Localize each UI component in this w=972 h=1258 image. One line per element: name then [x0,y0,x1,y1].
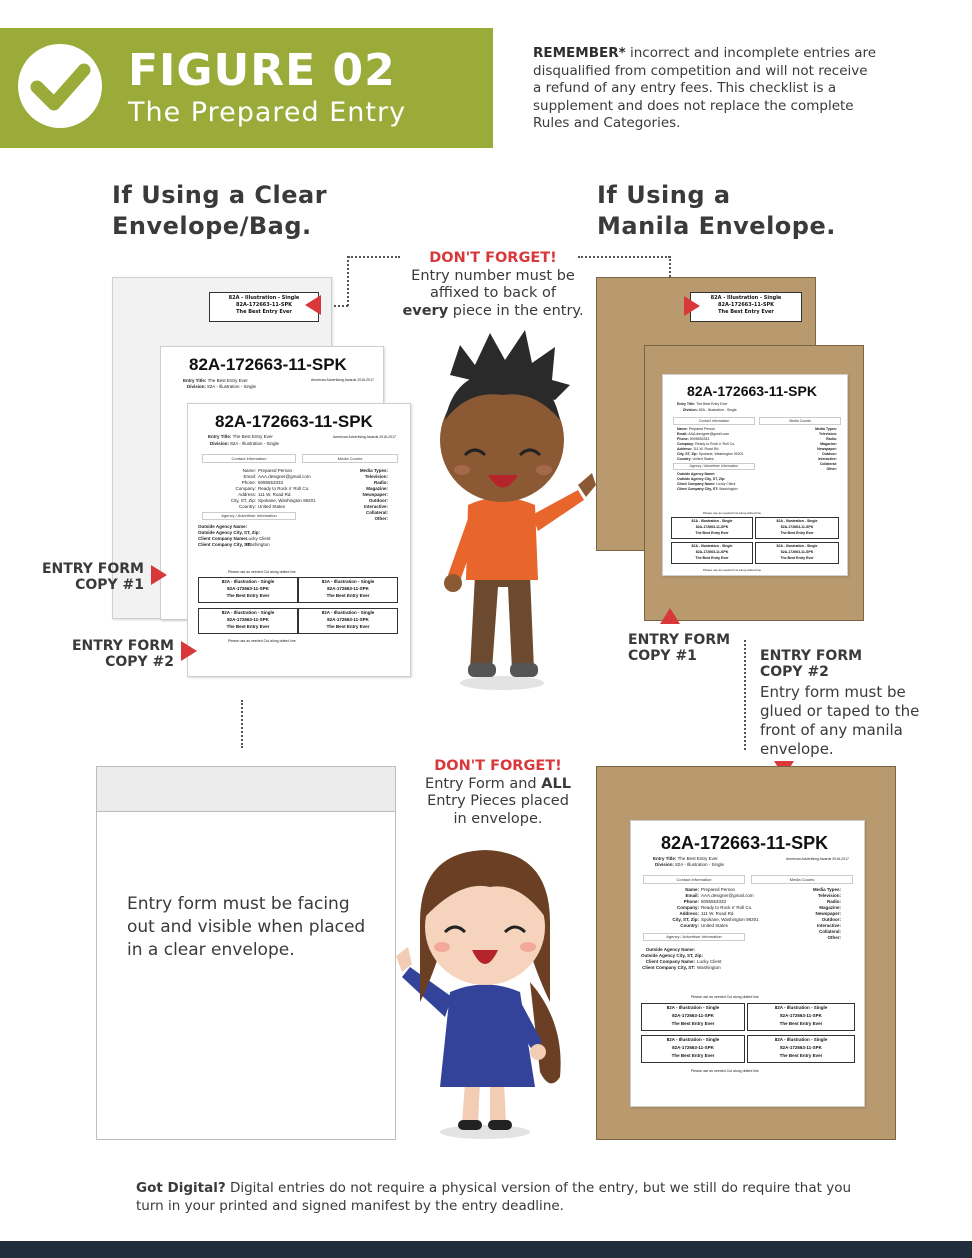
form-company: Ready to Rock n' Roll Co. [258,486,310,491]
form-media-header: Media Counts [759,417,841,425]
callout-top-emph: every [402,302,449,319]
form-awards: American Advertising Awards 2016-2017 [311,378,374,382]
callout-top-line3: piece in the entry. [448,302,584,319]
form-entry-title-label: Entry Title: [208,434,232,439]
clear-heading-line2: Envelope/Bag. [112,212,312,240]
entry-number-tag: 82A - Illustration - Single 82A-172663-11-SPK The Best Entry Ever [690,292,802,322]
media-type: Interactive: [363,504,388,509]
media-type: Radio: [374,480,388,485]
figure-title: FIGURE 02 [128,45,396,96]
entry-slip: 82A - Illustration - Single 82A-172663-11-SPK The Best Entry Ever [641,1003,745,1031]
pointer-arrow-icon [151,565,167,585]
entry-slip: 82A - Illustration - Single 82A-172663-11-SPK The Best Entry Ever [755,517,839,539]
form-country: United States [258,504,286,509]
form-name-label: Name: [242,468,256,473]
pointer-arrow-icon [660,608,680,624]
form-client-city-label: Client Company City, ST: [198,542,251,547]
form-client-city: Washington [246,542,270,547]
form-city: Spokane, Washington 99201 [258,498,316,503]
callout-top-title: DON'T FORGET! [429,250,557,266]
media-type: Collateral: [365,510,388,515]
tag-entry-number: 82A-172663-11-SPK [235,302,293,308]
form-cut-line: Please use as needed Cut along dotted line [691,1069,759,1073]
clear-envelope-heading [112,180,327,242]
form-entry-number: 82A-172663-11-SPK [189,355,347,374]
figure-subtitle: The Prepared Entry [128,97,407,128]
callout-top-line1: Entry number must be [411,267,575,284]
callout-entry-number [398,250,588,320]
connector-dots [348,256,400,258]
footer-bar [0,1241,972,1258]
form-entry-title-label: Entry Title: [183,378,207,383]
form-division-label: Division: [210,441,230,446]
form-name: Prepared Person [258,468,293,473]
entry-slip: 82A - Illustration - Single 82A-172663-11-SPK The Best Entry Ever [755,542,839,564]
clear-envelope-flap [97,767,395,812]
entry-slip: 82A - Illustration - Single 82A-172663-11-SPK The Best Entry Ever [198,577,298,603]
callout-bottom-line3: in envelope. [453,810,543,827]
pointer-arrow-icon [181,641,197,661]
form-division: 82A - Illustration - Single [207,384,257,389]
form-email: AAA.designer@gmail.com [258,474,311,479]
form-division-label: Division: [187,384,207,389]
pointer-arrow-icon [305,295,321,315]
remember-text: incorrect and incomplete entries are disqualified from competition and will not receive a refund of any entry fees. This checklist is a supplement and does not replace the complete Rules and Categories. [533,45,877,131]
entry-number-tag [209,292,319,322]
media-type: Television: [364,474,388,479]
form-city-label: City, ST, Zip: [230,498,256,503]
callout-bottom-emph: ALL [541,775,571,792]
entry-slip: 82A - Illustration - Single 82A-172663-11-SPK The Best Entry Ever [641,1035,745,1063]
media-type: Magazine: [366,486,388,491]
media-type: Outdoor: [368,498,388,503]
form-entry-number: 82A-172663-11-SPK [215,412,373,431]
clear-copy2-label: ENTRY FORM COPY #2 [71,638,174,670]
form-agency-header: Agency / Advertiser Information [673,463,755,470]
form-entry-number: 82A-172663-11-SPK [687,383,817,399]
media-type: Newspaper: [362,492,388,497]
form-agency-header: Agency / Advertiser Information [202,512,296,520]
form-agency-header: Agency / Advertiser Information [643,933,745,941]
clear-heading-line1: If Using a Clear [112,181,328,209]
form-phone-label: Phone: [241,480,256,485]
entry-slip: 82A - Illustration - Single 82A-172663-11-SPK The Best Entry Ever [671,542,753,564]
entry-slip: 82A - Illustration - Single 82A-172663-11-SPK The Best Entry Ever [298,608,398,634]
manila-heading-line1: If Using a [597,181,731,209]
form-cut-line: Please use as needed Cut along dotted line [691,995,759,999]
media-type-header: Media Types: [359,468,388,473]
form-division: 82A - Illustration - Single [230,441,280,446]
manila-copy1-label: ENTRY FORM COPY #1 [628,632,731,664]
form-awards: American Advertising Awards 2016-2017 [333,435,396,439]
form-cut-line: Please use as needed Cut along dotted line [703,511,762,515]
entry-slip: 82A - Illustration - Single 82A-172663-11-SPK The Best Entry Ever [198,608,298,634]
checkmark-icon [18,44,102,128]
form-media-header: Media Counts [302,454,398,463]
entry-slip: 82A - Illustration - Single 82A-172663-11-SPK The Best Entry Ever [671,517,753,539]
footer-text: Digital entries do not require a physical version of the entry, but we still do require that you turn in your printed and signed manifest by the entry deadline. [136,1180,852,1214]
form-cut-line: Please use as needed Cut along dotted line [228,570,296,574]
entry-form-copy-2 [187,403,411,677]
entry-slip: 82A - Illustration - Single 82A-172663-11-SPK The Best Entry Ever [298,577,398,603]
callout-all-pieces [412,758,584,828]
form-country-label: Country: [238,504,256,509]
callout-bottom-line1: Entry Form and [425,775,542,792]
remember-lead: REMEMBER* [533,45,626,61]
form-contact-header: Contact Information [673,417,755,425]
remember-notice [533,45,878,133]
form-address-label: Address: [238,492,256,497]
girl-illustration [390,832,590,1142]
form-entry-title: The Best Entry Ever [232,434,273,439]
form-client-company: Lucky Client [246,536,271,541]
manila-copy2-note: Entry form must be glued or taped to the front of any manila envelope. [760,683,920,758]
form-contact-header: Contact Information [643,875,745,884]
entry-slip: 82A - Illustration - Single 82A-172663-11-SPK The Best Entry Ever [747,1035,855,1063]
media-type: Other: [374,516,388,521]
entry-slip: 82A - Illustration - Single 82A-172663-11-SPK The Best Entry Ever [747,1003,855,1031]
form-email-label: Email: [243,474,256,479]
connector-dots [347,256,349,306]
boy-illustration [420,325,600,695]
callout-top-line2: affixed to back of [430,285,556,301]
manila-envelope-heading [597,180,836,242]
footer-lead: Got Digital? [136,1180,226,1196]
manila-heading-line2: Manila Envelope. [597,212,836,240]
pointer-arrow-icon [684,296,700,316]
callout-bottom-title: DON'T FORGET! [434,758,562,774]
manila-entry-form: 82A-172663-11-SPK Entry Title: The Best Entry Ever Division: 82A - Illustration - Single Contact Information Media Counts Name: Prepared Person Email: AAA.designer@gmail.com Phone: 5095553333 Company: Ready to Rock n' Roll Co. Address: 111 W. Road Rd. City, ST, Zip: Spokane, Washington 99201 Country: United States Media Types: Television: Radio: Magazine: Newspaper: Outdoor: Interactive: Collateral: Other: Agency / Advertiser Information Outside Agency Name: Outside Agency City, ST, Zip: Client Company Name: Lucky Client Client Company City, ST: Washington Please use as needed Cut along dotted line 82A - Illustration - Single 82A-172663-11-SPK The Best Entry Ever 82A - Illustration - Single 82A-172663-11-SPK The Best Entry Ever 82A - Illustration - Single 82A-172663-11-SPK The Best Entry Ever 82A - Illustration - Single 82A-172663-11-SPK The Best Entry Ever Please use as needed Cut along dotted line [662,374,848,576]
form-address: 111 W. Road Rd. [258,492,292,497]
form-client-company-label: Client Company Name: [198,536,248,541]
form-cut-line: Please use as needed Cut along dotted line [228,639,296,643]
form-media-header: Media Counts [751,875,853,884]
digital-entries-note [136,1180,856,1215]
form-awards: American Advertising Awards 2016-2017 [786,857,849,861]
form-entry-number: 82A-172663-11-SPK [661,833,829,853]
form-phone: 5095553333 [258,480,284,485]
clear-envelope-note: Entry form must be facing out and visible when placed in a clear envelope. [127,894,366,960]
connector-dots [578,256,670,258]
tag-category: 82A - Illustration - Single [228,295,300,301]
attached-entry-form: 82A-172663-11-SPK Entry Title: The Best Entry Ever American Advertising Awards 2016-2017 Division: 82A - Illustration - Single Contact Information Media Counts Name: Email: Phone: Company: Address: City, ST, Zip: Country: Prepared Person AAA.designer@gmail.com 5095553333 Ready to Rock n' Roll Co. 111 W. Road Rd. Spokane, Washington 99201 United States Media Types: Television: Radio: Magazine: Newspaper: Outdoor: Interactive: Collateral: Other: Agency / Advertiser Information Outside Agency Name: Outside Agency City, ST, Zip: Client Company Name: Client Company City, ST: Lucky Client Washington Please use as needed Cut along dotted line 82A - Illustration - Single 82A-172663-11-SPK The Best Entry Ever 82A - Illustration - Single 82A-172663-11-SPK The Best Entry Ever 82A - Illustration - Single 82A-172663-11-SPK The Best Entry Ever 82A - Illustration - Single 82A-172663-11-SPK The Best Entry Ever Please use as needed Cut along dotted line [630,820,865,1107]
form-contact-header: Contact Information [202,454,296,463]
form-entry-title: The Best Entry Ever [207,378,248,383]
clear-copy1-label: ENTRY FORM COPY #1 [41,561,144,593]
tag-entry-title: The Best Entry Ever [236,309,292,315]
form-company-label: Company: [235,486,256,491]
form-cut-line: Please use as needed Cut along dotted line [703,568,762,572]
form-outside-agency-label: Outside Agency Name: [198,524,248,529]
form-outside-city-label: Outside Agency City, ST, Zip: [198,530,261,535]
callout-bottom-line2: Entry Pieces placed [427,793,569,809]
connector-dots [744,640,746,750]
manila-copy2-label: ENTRY FORM COPY #2 [760,648,863,680]
connector-dots [241,700,243,748]
